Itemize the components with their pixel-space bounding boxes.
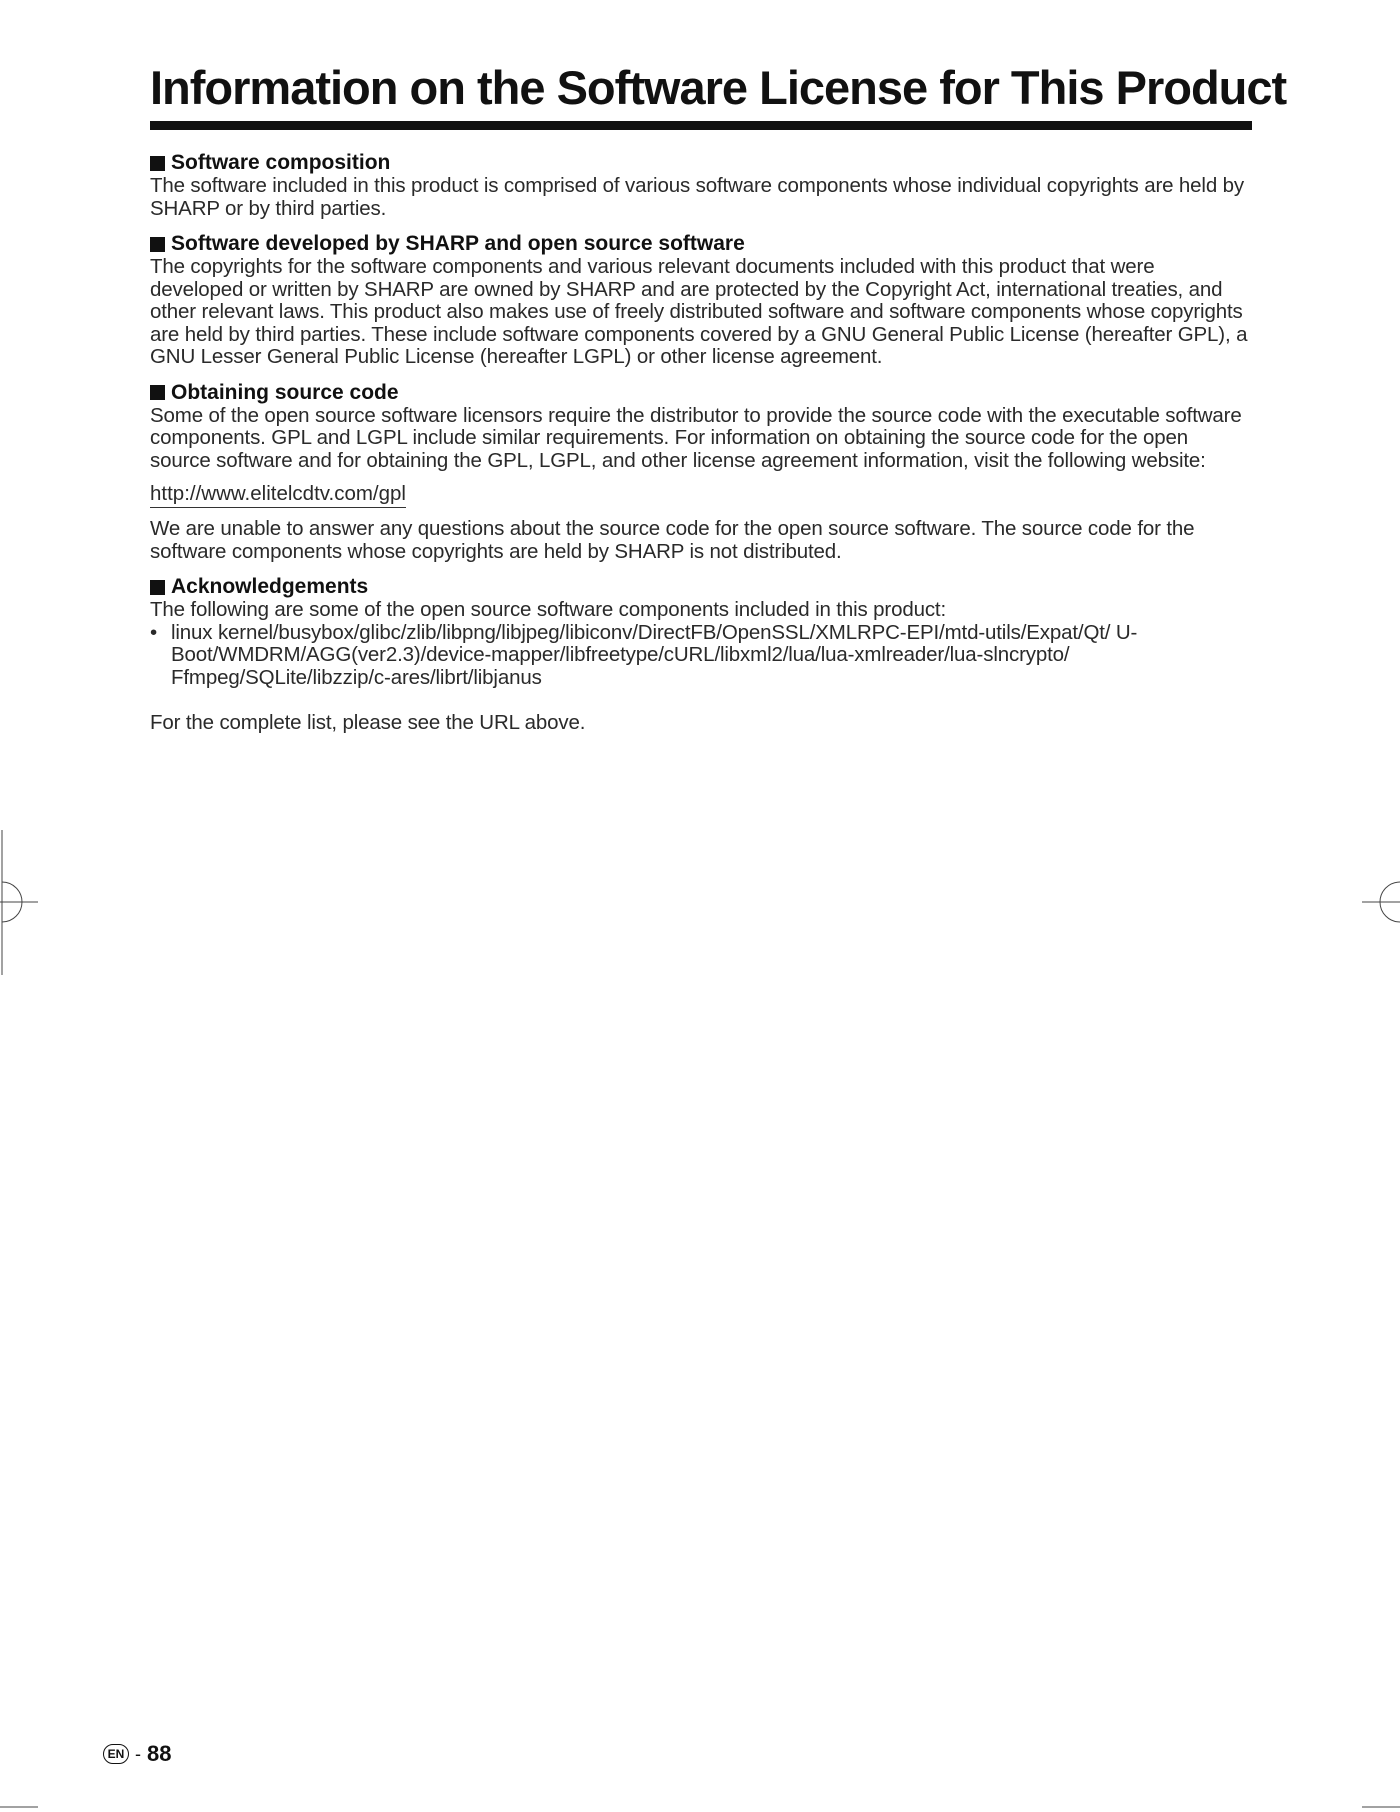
square-bullet-icon	[150, 580, 165, 595]
list-item	[150, 622, 1252, 690]
url-container	[150, 482, 1252, 508]
title-underline	[150, 121, 1252, 130]
complete-list-note: For the complete list, please see the URL above.	[150, 711, 586, 734]
crop-mark-bottom-right-icon	[1362, 1806, 1400, 1812]
component-list	[150, 622, 1252, 690]
gpl-website-link[interactable]: http://www.elitelcdtv.com/gpl	[150, 482, 406, 508]
section-software-composition	[150, 151, 1252, 220]
acknowledgements-intro: The following are some of the open source software components included in this product:	[150, 598, 947, 621]
crop-mark-bottom-left-icon	[0, 1806, 40, 1812]
section-heading	[150, 151, 1252, 175]
section-heading	[150, 575, 1252, 599]
section-heading-text: Acknowledgements	[171, 575, 369, 598]
section-heading	[150, 381, 1252, 405]
page-number: 88	[147, 1741, 172, 1766]
footer-separator: -	[135, 1743, 141, 1764]
source-code-note: We are unable to answer any questions about the source code for the open source software. The source code for the software components whose copyrights are held by SHARP is not distributed.	[150, 517, 1195, 563]
section-heading-text: Software developed by SHARP and open source software	[171, 232, 745, 255]
section-obtaining-source	[150, 381, 1252, 564]
section-software-developed	[150, 232, 1252, 369]
document-page	[150, 55, 1287, 747]
crop-mark-left-icon	[0, 830, 40, 975]
bullet-dot-icon: •	[150, 620, 158, 644]
section-heading	[150, 232, 1252, 256]
section-paragraph: Some of the open source software licensors require the distributor to provide the source code with the executable software components. GPL and LGPL include similar requirements. For information on obtaining the source code for the open source software and for obtaining the GPL, LGPL, and other license agreement information, visit the following website:	[150, 403, 1242, 472]
section-paragraph: The copyrights for the software components and various relevant documents included with this product that were developed or written by SHARP are owned by SHARP and are protected by the Copyright Act, international treaties, and other relevant laws. This product also makes use of freely distributed software and software components whose copyrights are held by third parties. These include software components covered by a GNU General Public License (hereafter GPL), a GNU Lesser General Public License (hereafter LGPL) or other license agreement.	[150, 255, 1248, 368]
square-bullet-icon	[150, 385, 165, 400]
section-heading-text: Obtaining source code	[171, 380, 399, 404]
section-acknowledgements	[150, 575, 1252, 735]
section-paragraph: The software included in this product is comprised of various software components whose individual copyrights are held by SHARP or by third parties.	[150, 174, 1244, 220]
crop-mark-right-icon	[1362, 880, 1400, 925]
section-heading-text: Software composition	[171, 151, 391, 174]
square-bullet-icon	[150, 156, 165, 171]
page-title: Information on the Software License for This Product	[150, 61, 1287, 114]
language-badge: EN	[103, 1744, 129, 1764]
component-list-text: linux kernel/busybox/glibc/zlib/libpng/libjpeg/libiconv/DirectFB/OpenSSL/XMLRPC-EPI/mtd-utils/Expat/Qt/ U-Boot/WMDRM/AGG(ver2.3)/device-mapper/libfreetype/cURL/libxml2/lua/lua-xmlreader/lua-slncrypto/ Ffmpeg/SQLite/libzzip/c-ares/librt/libjanus	[171, 620, 1138, 689]
page-footer	[103, 1741, 171, 1767]
square-bullet-icon	[150, 237, 165, 252]
